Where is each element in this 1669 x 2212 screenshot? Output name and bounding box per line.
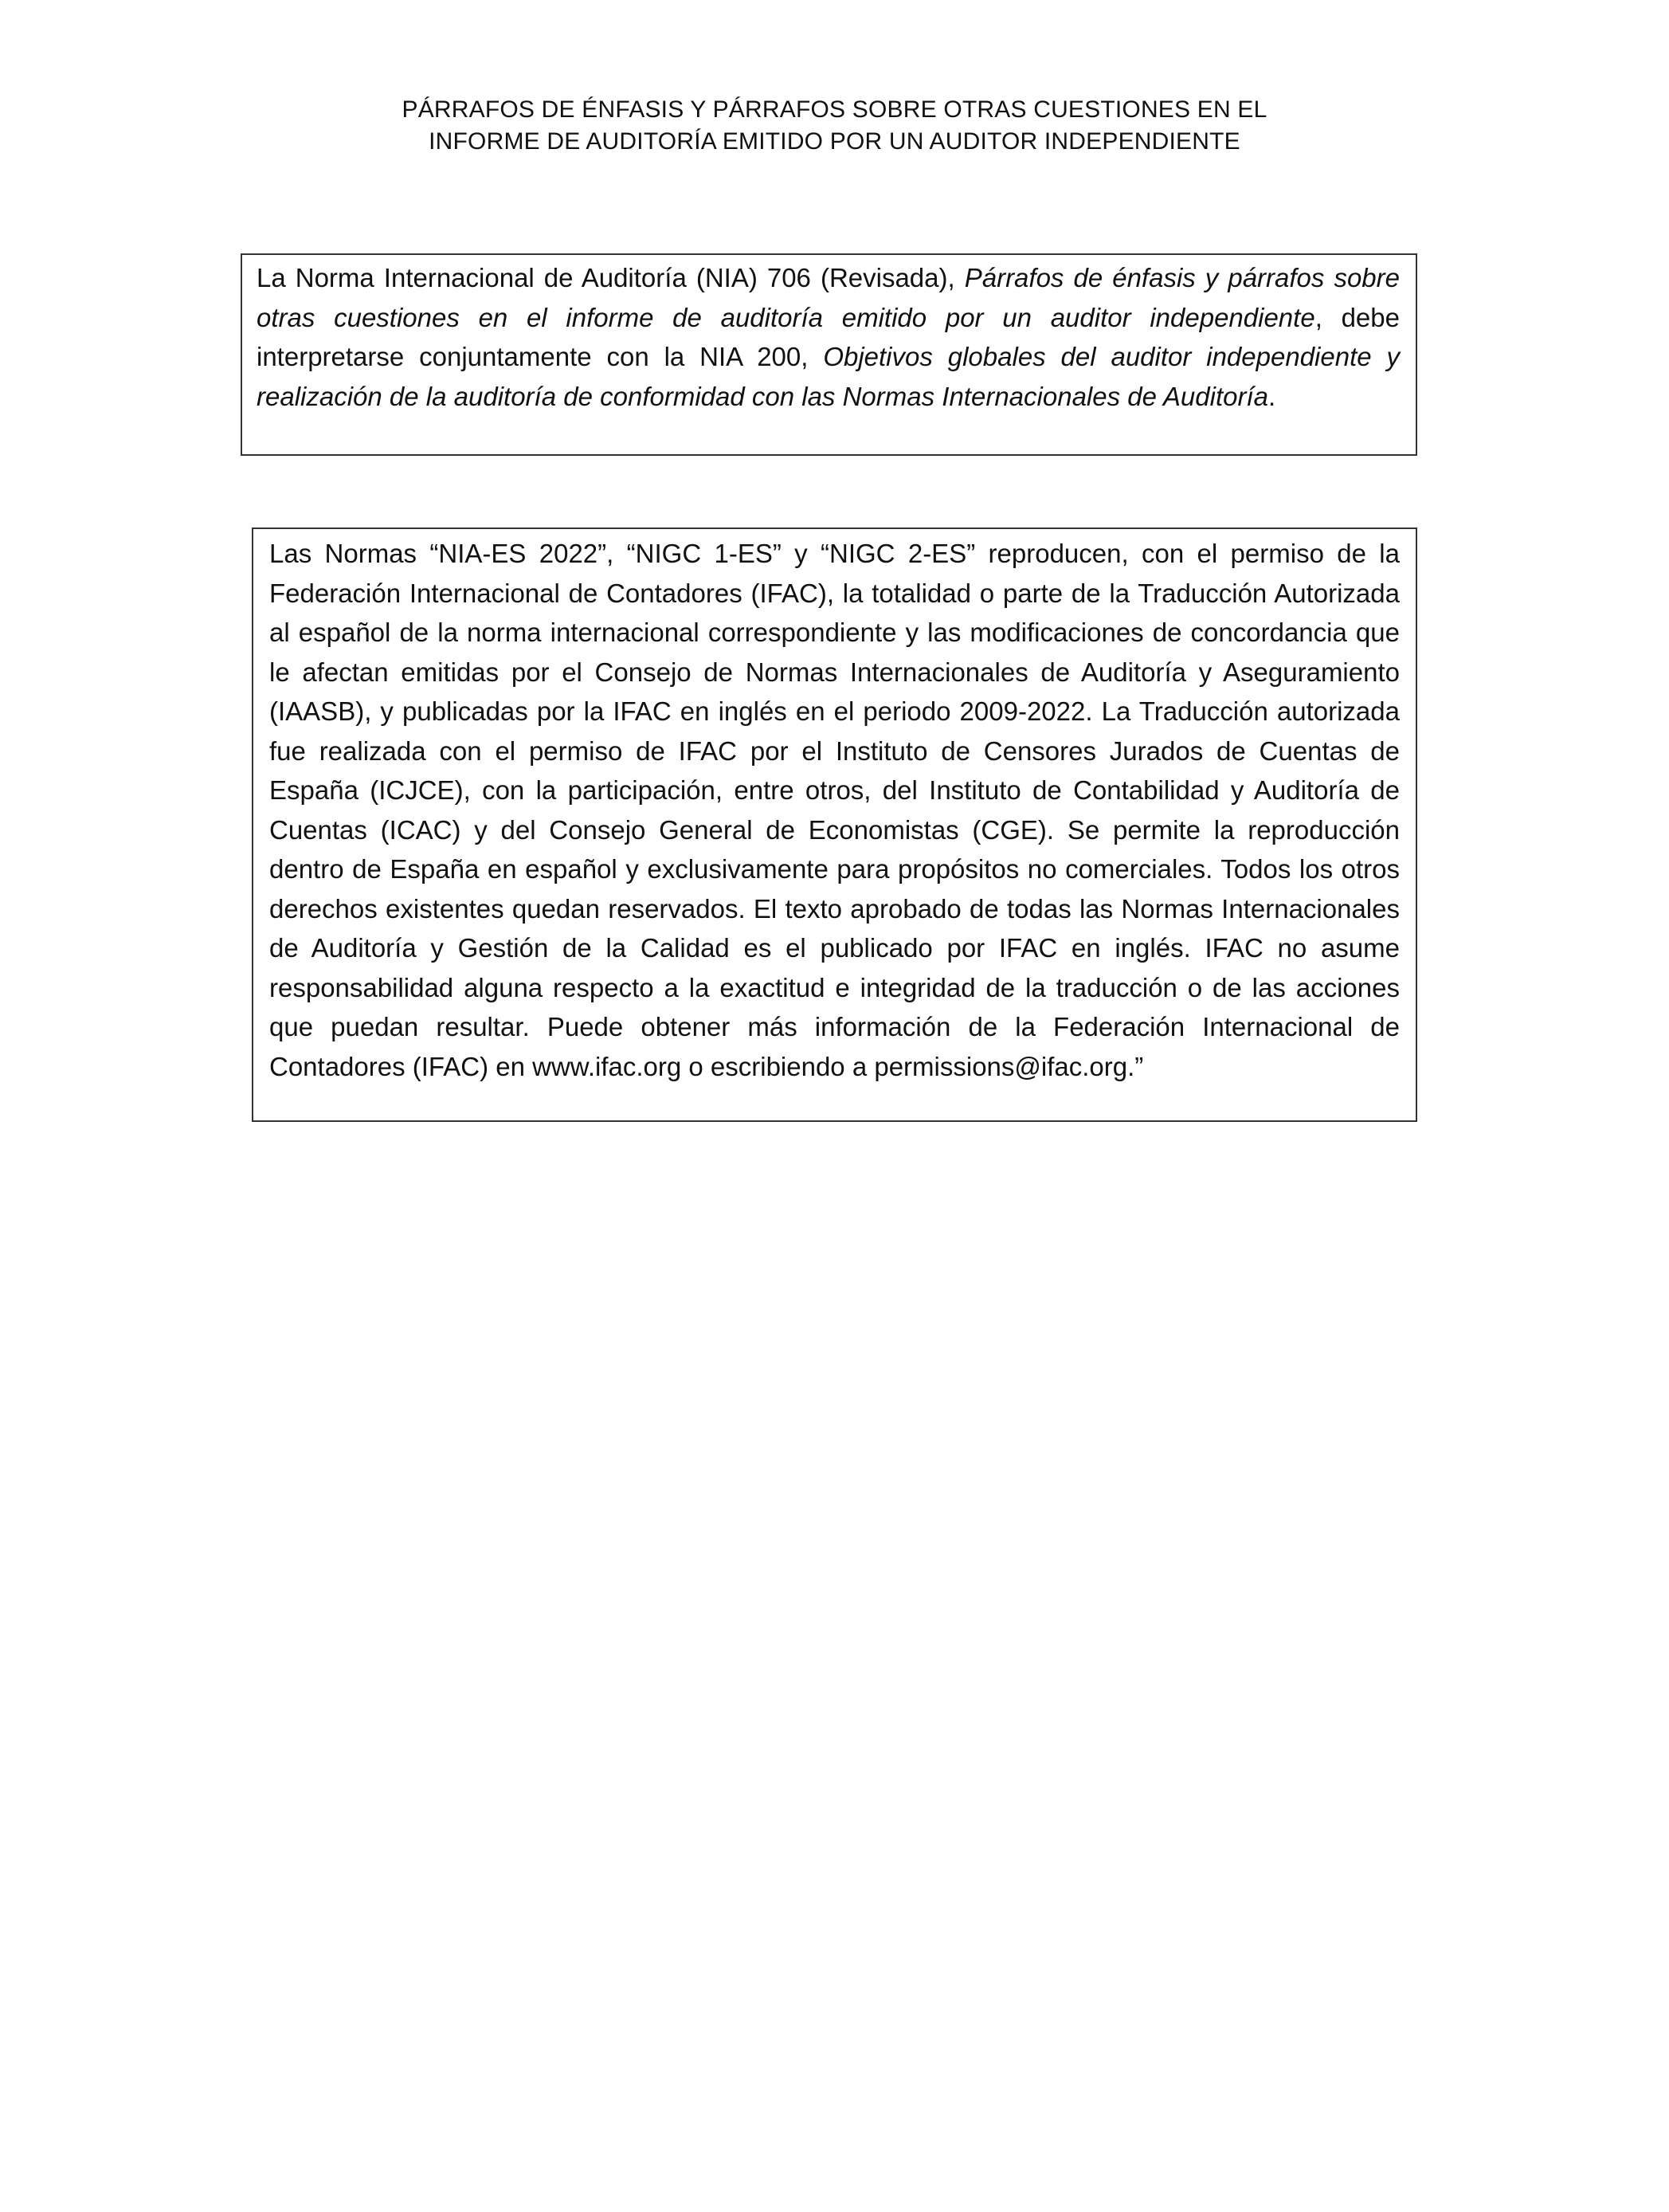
intro-paragraph [257,258,1400,416]
copyright-notice-box [252,528,1417,1122]
nia-200-title: Objetivos globales del auditor independiente y realización de la auditoría de conformidad con las Normas Internacionales de Auditoría [257,342,1400,411]
intro-text-3: . [1268,381,1276,411]
title-line-2: INFORME DE AUDITORÍA EMITIDO POR UN AUDITOR INDEPENDIENTE [429,128,1240,155]
intro-note-box [241,253,1417,456]
nia-706-title: Párrafos de énfasis y párrafos sobre otras cuestiones en el informe de auditoría emitido por un auditor independiente [257,263,1400,332]
intro-text-2: , debe interpretarse conjuntamente con la NIA 200, [257,302,1400,371]
title-line-1: PÁRRAFOS DE ÉNFASIS Y PÁRRAFOS SOBRE OTRAS CUESTIONES EN EL [402,96,1267,123]
copyright-paragraph: Las Normas “NIA-ES 2022”, “NIGC 1-ES” y “NIGC 2-ES” reproducen, con el permiso de la Federación Internacional de Contadores (IFAC), la totalidad o parte de la Traducción Autorizada al español de la norma internacional correspondiente y las modificaciones de concordancia que le afectan emitidas por el Consejo de Normas Internacionales de Auditoría y Aseguramiento (IAASB), y publicadas por la IFAC en inglés en el periodo 2009-2022. La Traducción autorizada fue realizada con el permiso de IFAC por el Instituto de Censores Jurados de Cuentas de España (ICJCE), con la participación, entre otros, del Instituto de Contabilidad y Auditoría de Cuentas (ICAC) y del Consejo General de Economistas (CGE). Se permite la reproducción dentro de España en español y exclusivamente para propósitos no comerciales. Todos los otros derechos existentes quedan reservados. El texto aprobado de todas las Normas Internacionales de Auditoría y Gestión de la Calidad es el publicado por IFAC en inglés. IFAC no asume responsabilidad alguna respecto a la exactitud e integridad de la traducción o de las acciones que puedan resultar. Puede obtener más información de la Federación Internacional de Contadores (IFAC) en www.ifac.org o escribiendo a permissions@ifac.org.” [269,539,1400,1081]
page-title [0,94,1669,158]
intro-text-1: La Norma Internacional de Auditoría (NIA) 706 (Revisada), [257,263,965,292]
